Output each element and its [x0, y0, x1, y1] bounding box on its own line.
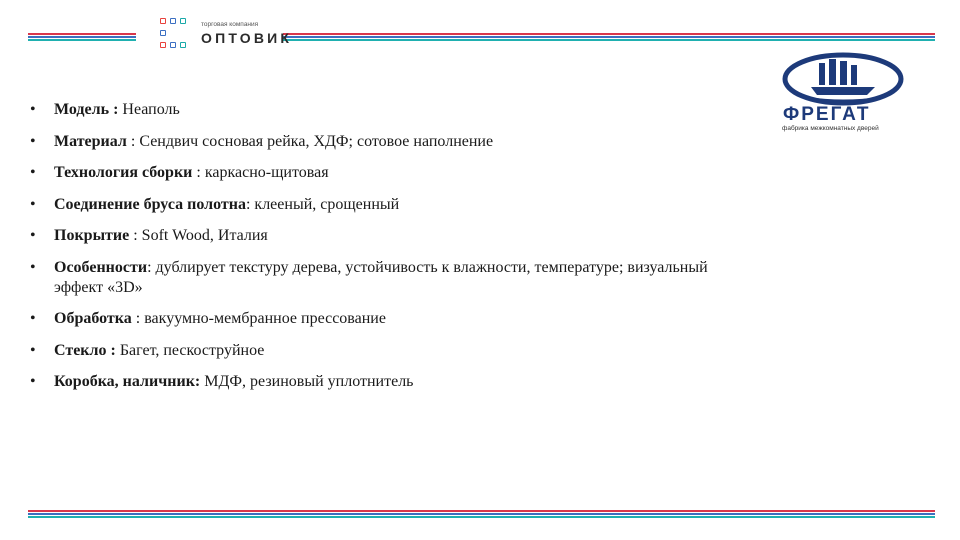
spec-item: • Материал : Сендвич сосновая рейка, ХДФ; сотовое наполнение: [30, 132, 494, 150]
spec-label: Технология сборки: [54, 164, 193, 181]
header-stripes-left: [28, 33, 136, 42]
spec-item: • Технология сборки : каркасно-щитовая: [30, 164, 329, 181]
spec-value: : каркасно-щитовая: [192, 164, 329, 181]
footer-stripes: [28, 510, 935, 519]
spec-item: • Модель : Неаполь: [30, 101, 180, 118]
spec-label: Обработка: [54, 310, 132, 327]
spec-value: : Сендвич сосновая рейка, ХДФ; сотовое наполнение: [126, 132, 494, 150]
fregat-logo: [765, 43, 935, 151]
spec-item: • Обработка : вакуумно-мембранное прессование: [30, 310, 386, 327]
optovik-logo: [160, 18, 293, 60]
spec-label: Стекло :: [54, 341, 116, 359]
spec-label: Материал: [54, 132, 127, 150]
header-stripes-right: [283, 33, 935, 42]
spec-value: МДФ, резиновый уплотнитель: [200, 373, 414, 390]
brand-subtitle: фабрика межкомнатных дверей: [782, 125, 879, 132]
spec-value: : Soft Wood, Италия: [129, 227, 268, 244]
spec-value: : вакуумно-мембранное прессование: [131, 310, 386, 327]
spec-item: • Коробка, наличник: МДФ, резиновый уплотнитель: [30, 373, 414, 390]
spec-item: • Особенности: дублирует текстуру дерева, устойчивость к влажности, температуре; визуальный эффект «3D»: [30, 258, 708, 296]
spec-label: Модель :: [54, 101, 119, 118]
spec-value: Багет, пескоструйное: [115, 341, 265, 359]
spec-list: [30, 100, 730, 404]
spec-label: Соединение бруса полотна: [54, 195, 246, 213]
spec-item: • Покрытие : Soft Wood, Италия: [30, 227, 268, 244]
spec-value: Неаполь: [118, 101, 180, 118]
spec-label: Покрытие: [54, 227, 130, 244]
spec-label: Коробка, наличник:: [54, 373, 201, 390]
spec-item: • Стекло : Багет, пескоструйное: [30, 341, 265, 359]
spec-item: • Соединение бруса полотна: клееный, срощенный: [30, 195, 400, 213]
spec-label: Особенности: [54, 258, 148, 276]
frigate-ship-icon: [777, 51, 909, 107]
brand-name: ФРЕГАТ: [783, 104, 871, 125]
logo-tagline: торговая компания: [201, 21, 259, 28]
logo-wordmark: ОПТОВИК: [201, 30, 293, 46]
spec-value: : клееный, срощенный: [245, 195, 400, 213]
spec-value: : дублирует текстуру дерева, устойчивость к влажности, температуре; визуальный эффект «3D»: [54, 258, 708, 296]
